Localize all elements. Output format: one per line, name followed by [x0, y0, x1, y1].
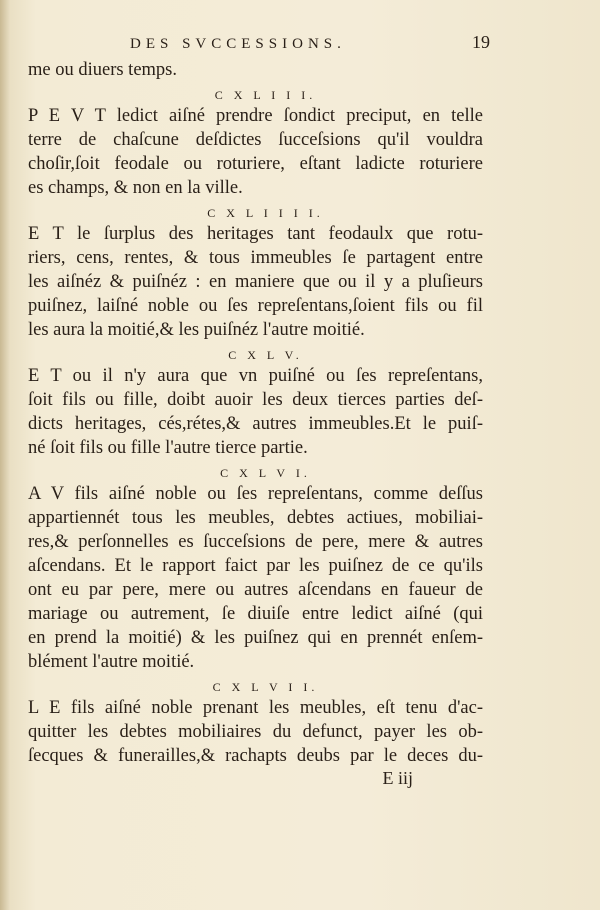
text-line: terre de chaſcune deſdictes ſucceſsions qu'il vouldra — [28, 130, 483, 150]
page-gutter-shadow — [0, 0, 10, 910]
text-line: dicts heritages, cés,rétes,& autres immeubles.Et le puiſ- — [28, 414, 483, 434]
text-line: E T ou il n'y aura que vn puiſné ou ſes repreſentans, — [28, 366, 483, 386]
text-line: appartiennét tous les meubles, debtes actiues, mobiliai- — [28, 508, 483, 528]
text-line: puiſnez, laiſné noble ou ſes repreſentans,ſoient fils ou fil — [28, 296, 483, 316]
text-line: mariage ou autrement, ſe diuiſe entre ledict aiſné (qui — [28, 604, 483, 624]
signature-mark: E iij — [382, 768, 413, 788]
text-block — [28, 58, 483, 792]
running-title: DES SVCCESSIONS. — [130, 36, 346, 52]
text-line: les aura la moitié,& les puiſnéz l'autre moitié. — [28, 320, 365, 340]
text-line: riers, cens, rentes, & tous immeubles ſe partagent entre — [28, 248, 483, 268]
text-line: ſoit fils ou fille, doibt auoir les deux tierces parties deſ- — [28, 390, 483, 410]
text-line: quitter les debtes mobiliaires du defunct, payer les ob- — [28, 722, 483, 742]
text-line: né ſoit fils ou fille l'autre tierce partie. — [28, 438, 308, 458]
text-line: res,& perſonnelles es ſucceſsions de pere, mere & autres — [28, 532, 483, 552]
running-head — [130, 32, 490, 54]
text-line: blément l'autre moitié. — [28, 652, 195, 672]
text-line: les aiſnéz & puiſnéz : en maniere que ou il y a pluſieurs — [28, 272, 483, 292]
text-line: ont eu par pere, mere ou autres aſcendans en faueur de — [28, 580, 483, 600]
article-heading: C X L V I I. — [212, 680, 319, 694]
text-line: en prend la moitié) & les puiſnez qui en prennét enſem- — [28, 628, 483, 648]
text-line: ſecques & funerailles,& rachapts deubs par le deces du- — [28, 746, 483, 766]
article-heading: C X L I I I I. — [207, 206, 324, 220]
text-line: A V fils aiſné noble ou ſes repreſentans, comme deſſus — [28, 484, 483, 504]
text-line: aſcendans. Et le rapport faict par les puiſnez de ce qu'ils — [28, 556, 483, 576]
page-number: 19 — [472, 32, 490, 52]
text-line: choſir,ſoit feodale ou roturiere, eſtant ladicte roturiere — [28, 154, 483, 174]
text-line: P E V T ledict aiſné prendre ſondict preciput, en telle — [28, 106, 483, 126]
article-heading: C X L I I I. — [214, 88, 317, 102]
text-line: me ou diuers temps. — [28, 60, 178, 80]
text-line: E T le ſurplus des heritages tant feodaulx que rotu- — [28, 224, 483, 244]
text-line: es champs, & non en la ville. — [28, 178, 243, 198]
article-heading: C X L V. — [228, 348, 303, 362]
article-heading: C X L V I. — [220, 466, 311, 480]
text-line: L E fils aiſné noble prenant les meubles, eſt tenu d'ac- — [28, 698, 483, 718]
